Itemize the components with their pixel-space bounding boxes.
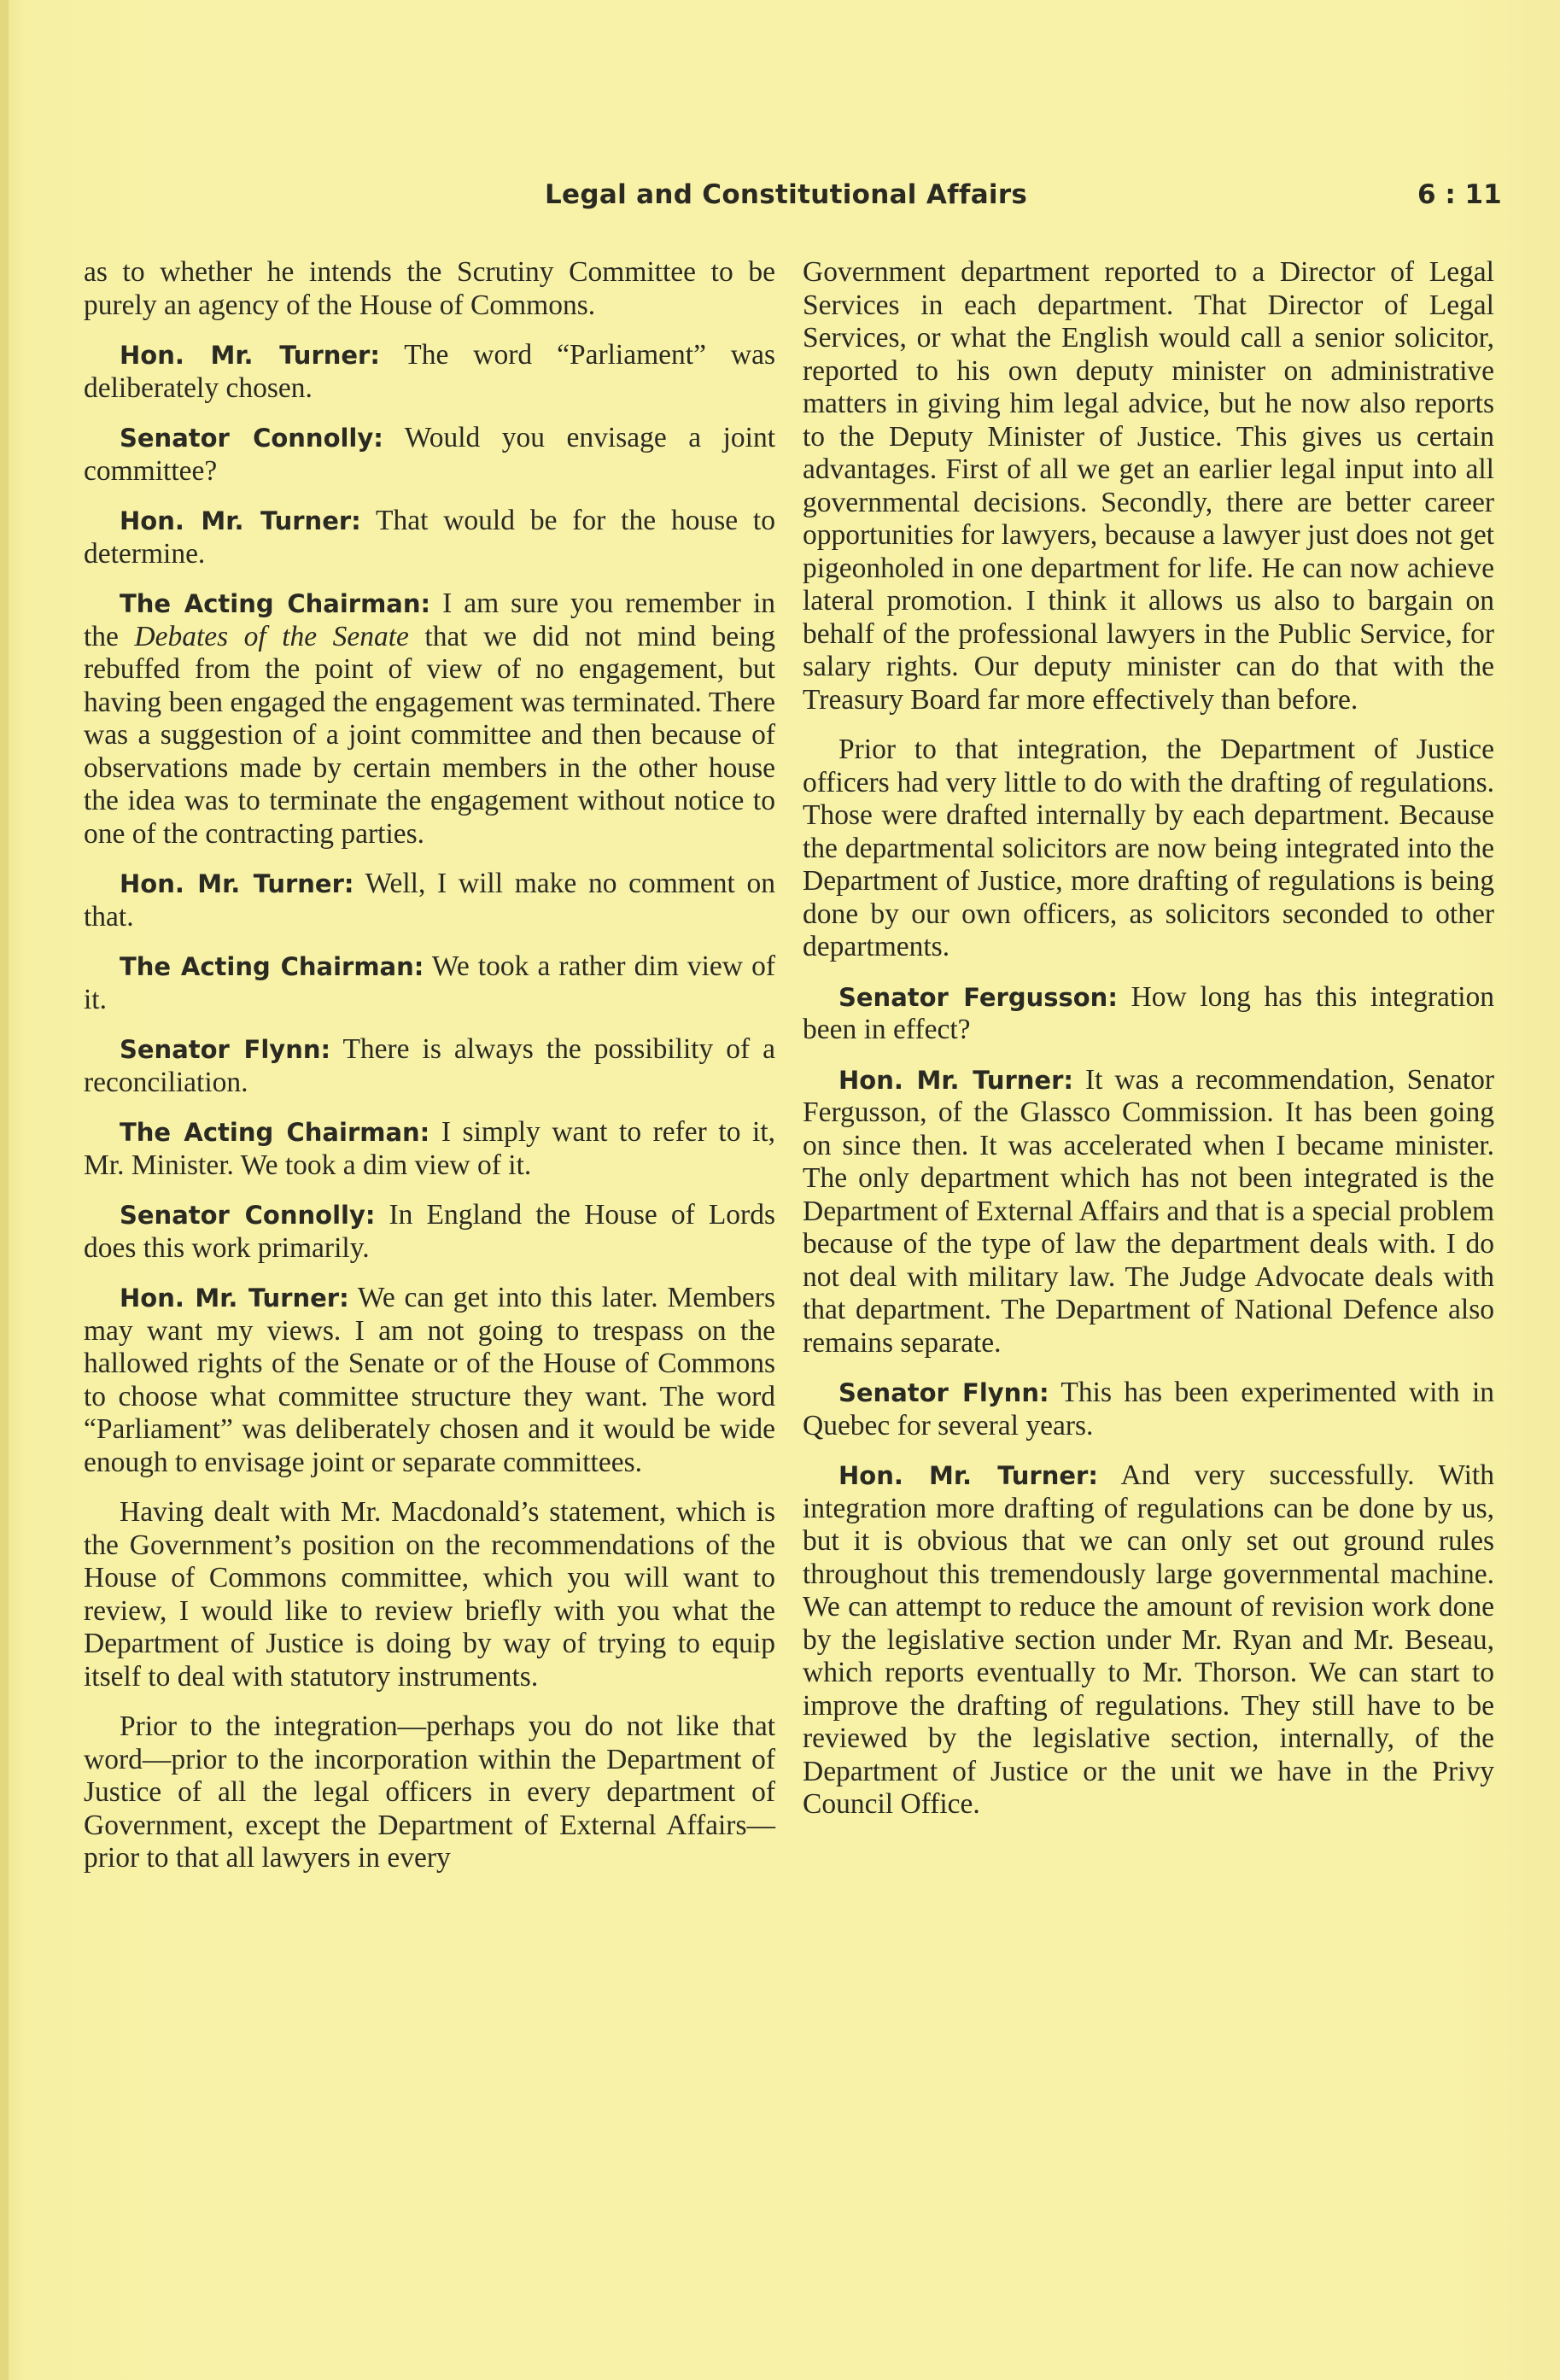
speech-text: We can get into this later. Members may want my views. I am not going to trespass on the hallowed rights of the Senate or of the House of Commons to choose what committee structure they want. The word “Parliament” was deliberately chosen and it would be wide enough to envisage joint or separate committees. xyxy=(84,1282,775,1478)
speech xyxy=(84,505,775,570)
speech-text: There is always the possibility of a reconciliation. xyxy=(84,1033,776,1098)
left-column xyxy=(84,256,775,1892)
paragraph xyxy=(84,1496,775,1693)
paragraph-text: Having dealt with Mr. Macdonald’s statement, which is the Government’s position on the recommendations of the House of Commons committee, which you will want to review, I would like to review briefly with you what the Department of Justice is doing by way of trying to equip itself to deal with statutory instruments. xyxy=(84,1496,775,1693)
paragraph-text: Prior to that integration, the Department of Justice officers had very little to do with the drafting of regulations. Those were drafted internally by each department. Because the departmental solicitors are now being integrated into the Department of Justice, more drafting of regulations is being done by our own officers, as solicitors seconded to other departments. xyxy=(803,734,1494,962)
page-number: 6 : 11 xyxy=(1417,179,1502,210)
paragraph-text: Government department reported to a Director of Legal Services in each department. That Director of Legal Services, or what the English would call a senior solicitor, reported to his own deputy minister on administrative matters in giving him legal advice, but he now also reports to the Deputy Minister of Justice. This gives us certain advantages. First of all we get an earlier legal input into all governmental decisions. Secondly, there are better career opportunities for lawyers, because a lawyer just does not get pigeonholed in one department for life. He can now achieve lateral promotion. I think it allows us also to bargain on behalf of the professional lawyers in the Public Service, for salary rights. Our deputy minister can do that with the Treasury Board far more effectively than before. xyxy=(803,256,1494,716)
page-binding-edge xyxy=(0,0,9,2380)
speech-text: The word “Parliament” was deliberately chosen. xyxy=(84,339,775,404)
speaker-name: The Acting Chairman: xyxy=(120,952,424,981)
speech-text: I simply want to refer to it, Mr. Minister. We took a dim view of it. xyxy=(84,1116,775,1181)
speech xyxy=(803,1377,1494,1442)
speech xyxy=(84,1116,775,1182)
paragraph-text: as to whether he intends the Scrutiny Committee to be purely an agency of the House of Commons. xyxy=(84,256,775,321)
speaker-name: Hon. Mr. Turner: xyxy=(120,1284,349,1313)
speech xyxy=(803,1064,1494,1360)
speech xyxy=(84,868,775,933)
speaker-name: The Acting Chairman: xyxy=(120,589,431,618)
speaker-name: Senator Flynn: xyxy=(120,1035,331,1064)
speech-text: that we did not mind being rebuffed from the point of view of no engagement, but having been engaged the engagement was terminated. There was a suggestion of a joint committee and then because of observations made by certain members in the other house the idea was to terminate the engagement without notice to one of the contracting parties. xyxy=(84,620,775,850)
speaker-name: Hon. Mr. Turner: xyxy=(838,1065,1073,1095)
speaker-name: Hon. Mr. Turner: xyxy=(120,869,354,898)
speech xyxy=(84,1282,775,1479)
speech-text: How long has this integration been in effect? xyxy=(803,980,1494,1045)
speech xyxy=(84,1199,775,1265)
speech-text: This has been experimented with in Quebec for several years. xyxy=(803,1377,1495,1441)
paragraph xyxy=(84,1710,775,1875)
paragraph xyxy=(84,256,775,322)
speech xyxy=(84,339,775,405)
paragraph xyxy=(803,256,1494,716)
speech-text: We took a rather dim view of it. xyxy=(84,950,776,1015)
paragraph xyxy=(803,734,1494,964)
speech-text: That would be for the house to determine. xyxy=(84,505,775,570)
speech xyxy=(803,981,1494,1047)
speech xyxy=(803,1459,1494,1822)
speaker-name: Senator Fergusson: xyxy=(838,982,1118,1012)
speech xyxy=(84,422,775,488)
paragraph-text: Prior to the integration—perhaps you do not like that word—prior to the incorporation within the Department of Justice of all the legal officers in every department of Government, except the Department of External Affairs—prior to that all lawyers in every xyxy=(84,1710,775,1874)
speech xyxy=(84,950,775,1016)
speech-text: And very successfully. With integration more drafting of regulations can be done by us, but it is obvious that we can only set out ground rules throughout this tremendously large governmental machine. We can attempt to reduce the amount of revision work done by the legislative section under Mr. Ryan and Mr. Beseau, which reports eventually to Mr. Thorson. We can start to improve the drafting of regulations. They still have to be reviewed by the legislative section, internally, of the Department of Justice or the unit we have in the Privy Council Office. xyxy=(803,1459,1494,1820)
speaker-name: Senator Connolly: xyxy=(120,1201,376,1230)
speaker-name: Hon. Mr. Turner: xyxy=(838,1461,1098,1490)
speech xyxy=(84,1033,775,1099)
right-column xyxy=(803,256,1494,1839)
speech xyxy=(84,588,775,851)
speech-text: In England the House of Lords does this work primarily. xyxy=(84,1199,775,1264)
page-header xyxy=(0,179,1560,213)
speech-text: Well, I will make no comment on that. xyxy=(84,868,775,933)
speech-text: I am sure you remember in the xyxy=(84,588,776,652)
speaker-name: Hon. Mr. Turner: xyxy=(120,341,380,370)
speech-text: Would you envisage a joint committee? xyxy=(84,422,775,487)
running-title: Legal and Constitutional Affairs xyxy=(545,179,1028,210)
speaker-name: Senator Flynn: xyxy=(838,1378,1049,1407)
speaker-name: The Acting Chairman: xyxy=(120,1118,430,1147)
publication-title: Debates of the Senate xyxy=(134,620,409,652)
speaker-name: Senator Connolly: xyxy=(120,424,383,453)
speech-text: It was a recommendation, Senator Fergusson, of the Glassco Commission. It has been going on since then. It was accelerated when I became minister. The only department which has not been integrated is the Department of External Affairs and that is a special problem because of the type of law the department deals with. I do not deal with military law. The Judge Advocate deals with that department. The Department of National Defence also remains separate. xyxy=(803,1063,1494,1359)
speaker-name: Hon. Mr. Turner: xyxy=(120,506,361,535)
